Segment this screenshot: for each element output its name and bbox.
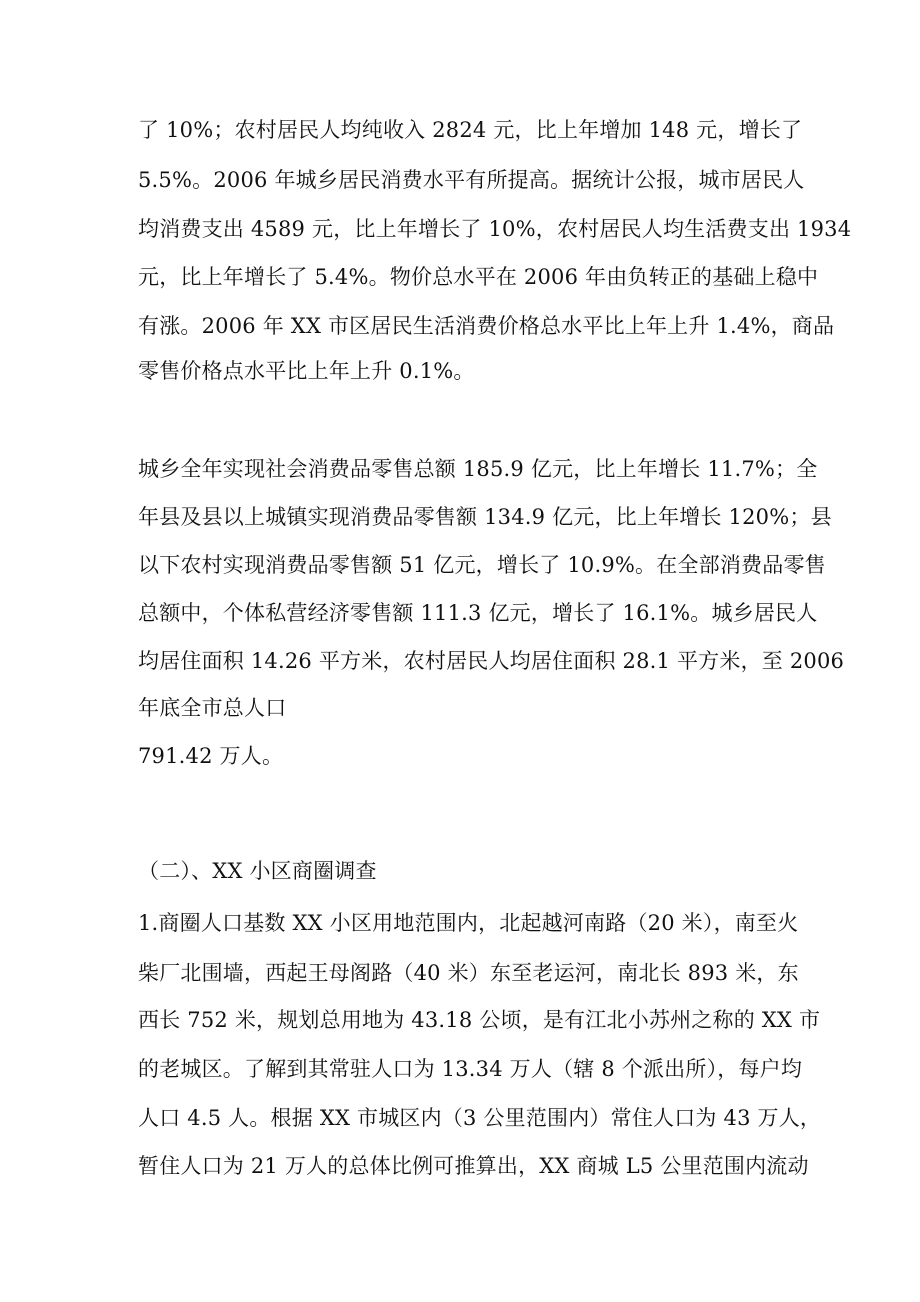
- text-line: 年底全市总人口: [138, 696, 287, 720]
- text-line: 5.5%。2006 年城乡居民消费水平有所提高。据统计公报，城市居民人: [138, 168, 805, 192]
- text-line: 人口 4.5 人。根据 XX 市城区内（3 公里范围内）常住人口为 43 万人，: [138, 1106, 822, 1130]
- text-line: 均居住面积 14.26 平方米，农村居民人均居住面积 28.1 平方米，至 2006: [138, 649, 845, 673]
- text-line: 1.商圈人口基数 XX 小区用地范围内，北起越河南路（20 米），南至火: [138, 911, 799, 935]
- text-line: 年县及县以上城镇实现消费品零售额 134.9 亿元，比上年增长 120%；县: [138, 505, 832, 529]
- text-line: 暂住人口为 21 万人的总体比例可推算出，XX 商城 L5 公里范围内流动: [138, 1154, 809, 1178]
- text-line: 总额中，个体私营经济零售额 111.3 亿元，增长了 16.1%。城乡居民人: [138, 601, 818, 625]
- text-line: 有涨。2006 年 XX 市区居民生活消费价格总水平比上年上升 1.4%，商品: [138, 314, 835, 338]
- text-line: 791.42 万人。: [138, 744, 284, 768]
- text-line: 零售价格点水平比上年上升 0.1%。: [138, 359, 475, 383]
- text-line: 的老城区。了解到其常驻人口为 13.34 万人（辖 8 个派出所），每户均: [138, 1057, 803, 1081]
- text-line: 以下农村实现消费品零售额 51 亿元，增长了 10.9%。在全部消费品零售: [138, 553, 826, 577]
- text-line: 西长 752 米，规划总用地为 43.18 公顷，是有江北小苏州之称的 XX 市: [138, 1008, 821, 1032]
- section-heading: （二）、XX 小区商圈调查: [138, 859, 377, 883]
- text-line: 均消费支出 4589 元，比上年增长了 10%，农村居民人均生活费支出 1934: [138, 217, 852, 241]
- text-line: 城乡全年实现社会消费品零售总额 185.9 亿元，比上年增长 11.7%；全: [138, 457, 818, 481]
- text-line: 了 10%；农村居民人均纯收入 2824 元，比上年增加 148 元，增长了: [138, 118, 803, 142]
- text-line: 柴厂北围墙，西起王母阁路（40 米）东至老运河，南北长 893 米，东: [138, 961, 799, 985]
- text-line: 元，比上年增长了 5.4%。物价总水平在 2006 年由负转正的基础上稳中: [138, 265, 819, 289]
